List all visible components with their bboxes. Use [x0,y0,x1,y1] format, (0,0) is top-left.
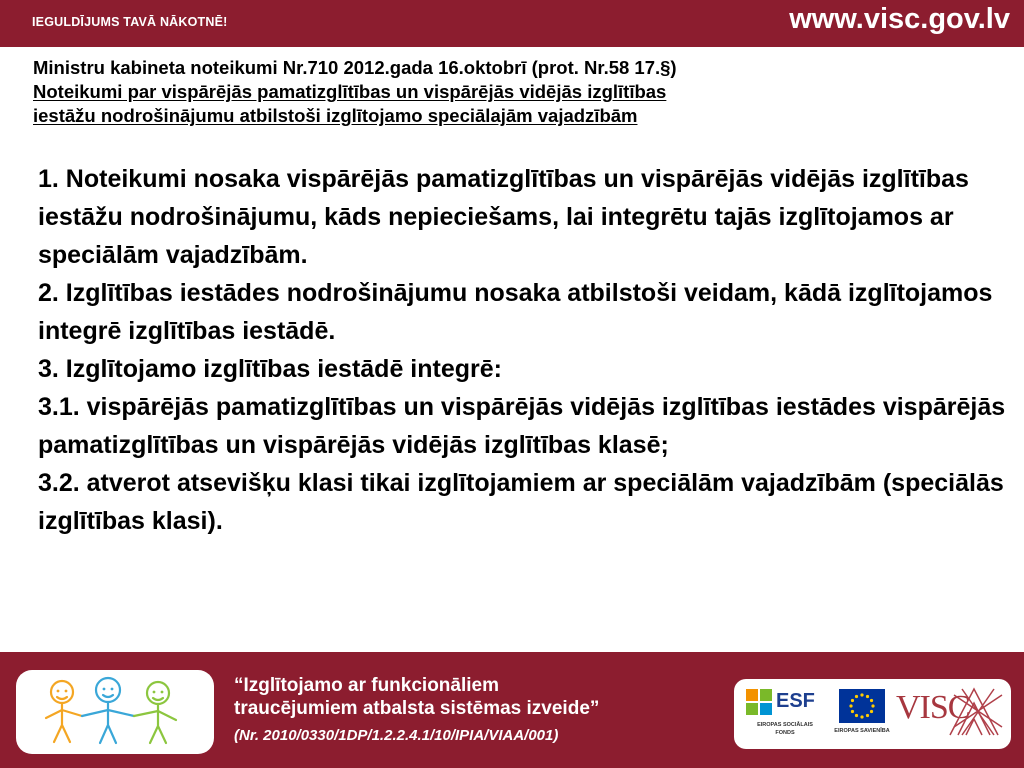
clause-3: 3. Izglītojamo izglītības iestādē integrē: [38,355,502,383]
esf-caption-line-1: EIROPAS SOCIĀLAIS [757,722,813,728]
regulation-body [38,160,1008,540]
clause-1: 1. Noteikumi nosaka vispārējās pamatizglītības un vispārējās vidējās izglītības iestāžu nodrošinājumu, kāds nepieciešams, lai integrētu tajās izglītojamos ar speciālām vajadzībām. [38,165,969,269]
project-title-line-2: traucējumiem atbalsta sistēmas izveide” [234,698,600,719]
eu-star-icon [851,699,854,702]
regulation-title-line-2: iestāžu nodrošinājumu atbilstoši izglītojamo speciālajām vajadzībām [33,105,638,126]
eu-flag-logo [834,687,890,743]
clause-3-2: 3.2. atverot atsevišķu klasi tikai izglītojamiem ar speciālām vajadzībām (speciālās izglītības klasi). [38,469,1004,535]
partner-logos [734,679,1011,749]
eu-star-icon [866,714,869,717]
project-info [234,674,724,744]
regulation-title-line-1: Noteikumi par vispārējās pamatizglītības un vispārējās vidējās izglītības [33,81,667,102]
esf-logo [744,687,826,743]
visc-label: VISC [896,689,970,726]
esf-mark-icon [746,689,772,715]
eu-star-icon [855,695,858,698]
eu-star-icon [855,714,858,717]
project-title-line-1: “Izglītojamo ar funkcionāliem [234,675,499,696]
regulation-reference: Ministru kabineta noteikumi Nr.710 2012.gada 16.oktobrī (prot. Nr.58 17.§) [33,57,677,78]
eu-star-icon [870,710,873,713]
clause-2: 2. Izglītības iestādes nodrošinājumu nosaka atbilstoši veidam, kādā izglītojamos integrē izglītības iestādē. [38,279,993,345]
visc-logo [896,685,1006,745]
slogan-text: IEGULDĪJUMS TAVĀ NĀKOTNĒ! [32,15,228,29]
eu-star-icon [866,695,869,698]
visc-pattern-icon [948,687,1004,737]
eu-star-icon [871,704,874,707]
children-holding-hands-logo [16,670,214,754]
eu-star-icon [860,693,863,696]
esf-label: ESF [776,690,815,712]
eu-star-icon [870,699,873,702]
project-number: (Nr. 2010/0330/1DP/1.2.2.4.1/10/IPIA/VIAA/001) [234,727,559,744]
website-url: www.visc.gov.lv [789,3,1010,35]
document-header [33,56,1008,128]
children-icon [16,670,214,754]
esf-caption-line-2: FONDS [775,730,795,736]
clause-3-1: 3.1. vispārējās pamatizglītības un vispārējās vidējās izglītības iestādes vispārējās pamatizglītības un vispārējās vidējās izglītības klasē; [38,393,1006,459]
bottom-banner [0,652,1024,768]
eu-star-icon [849,704,852,707]
eu-caption: EIROPAS SAVIENĪBA [834,728,890,734]
eu-star-icon [860,715,863,718]
top-banner [0,0,1024,47]
eu-flag-icon [839,689,885,723]
eu-star-icon [851,710,854,713]
